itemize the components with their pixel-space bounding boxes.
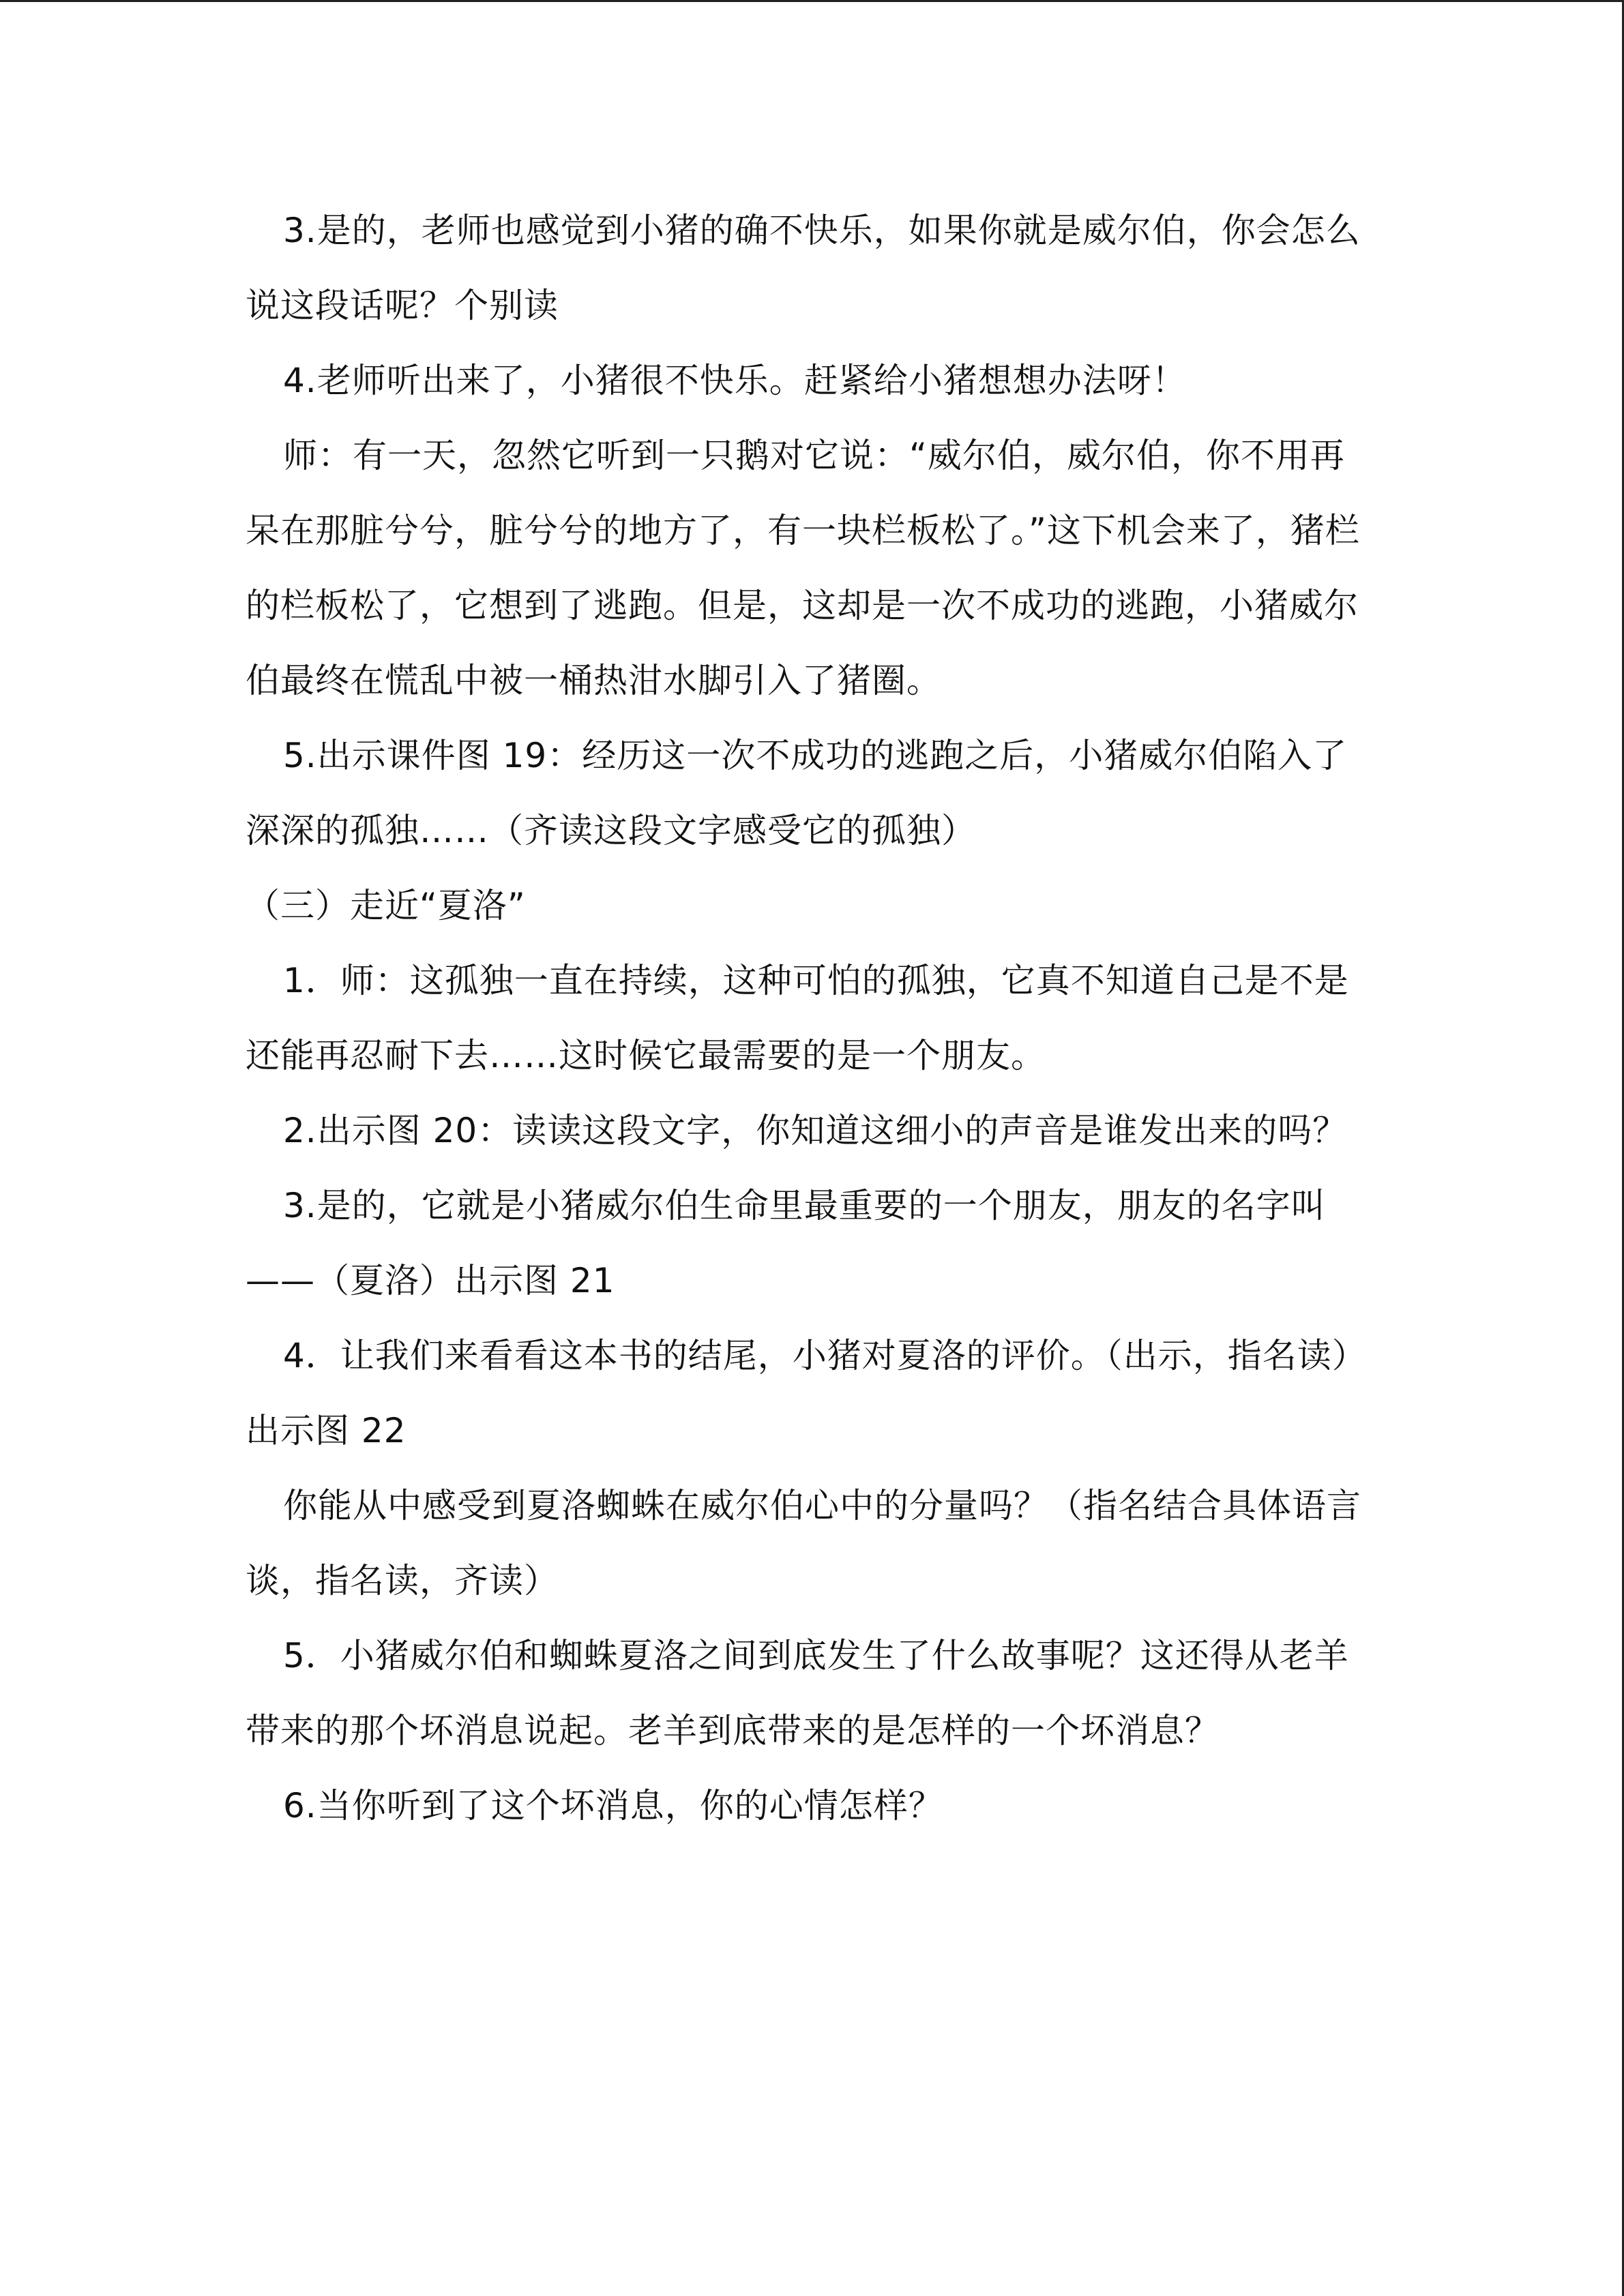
paragraph-section3-item-1: 1．师：这孤独一直在持续，这种可怕的孤独，它真不知道自己是不是还能再忍耐下去……这时候它最需要的是一个朋友。 [246, 961, 1349, 1075]
document-body [246, 193, 1378, 1843]
paragraph-section3-item-3: 3.是的，它就是小猪威尔伯生命里最重要的一个朋友，朋友的名字叫——（夏洛）出示图 21 [246, 1186, 1326, 1300]
section-heading: （三）走近“夏洛” [246, 886, 526, 925]
paragraph-section3-item-5: 5．小猪威尔伯和蜘蛛夏洛之间到底发生了什么故事呢？这还得从老羊带来的那个坏消息说起。老羊到底带来的是怎样的一个坏消息？ [246, 1636, 1349, 1750]
paragraph-section3-item-4: 4．让我们来看看这本书的结尾，小猪对夏洛的评价。（出示，指名读）出示图 22 [246, 1336, 1367, 1450]
paragraph-section3-item-6: 6.当你听到了这个坏消息，你的心情怎样？ [283, 1786, 943, 1825]
paragraph-teacher-narration: 师：有一天，忽然它听到一只鹅对它说：“威尔伯，威尔伯，你不用再呆在那脏兮兮，脏兮兮的地方了，有一块栏板松了。”这下机会来了，猪栏的栏板松了，它想到了逃跑。但是，这却是一次不成功的逃跑，小猪威尔伯最终在慌乱中被一桶热泔水脚引入了猪圈。 [246, 436, 1360, 700]
paragraph-item-5: 5.出示课件图 19：经历这一次不成功的逃跑之后，小猪威尔伯陷入了深深的孤独……（齐读这段文字感受它的孤独） [246, 736, 1348, 850]
paragraph-item-3: 3.是的，老师也感觉到小猪的确不快乐，如果你就是威尔伯，你会怎么说这段话呢？个别读 [246, 211, 1361, 325]
paragraph-followup-question: 你能从中感受到夏洛蜘蛛在威尔伯心中的分量吗？（指名结合具体语言谈，指名读，齐读） [246, 1486, 1361, 1600]
paragraph-item-4: 4.老师听出来了，小猪很不快乐。赶紧给小猪想想办法呀！ [283, 361, 1187, 400]
paragraph-section3-item-2: 2.出示图 20：读读这段文字，你知道这细小的声音是谁发出来的吗？ [283, 1111, 1348, 1150]
